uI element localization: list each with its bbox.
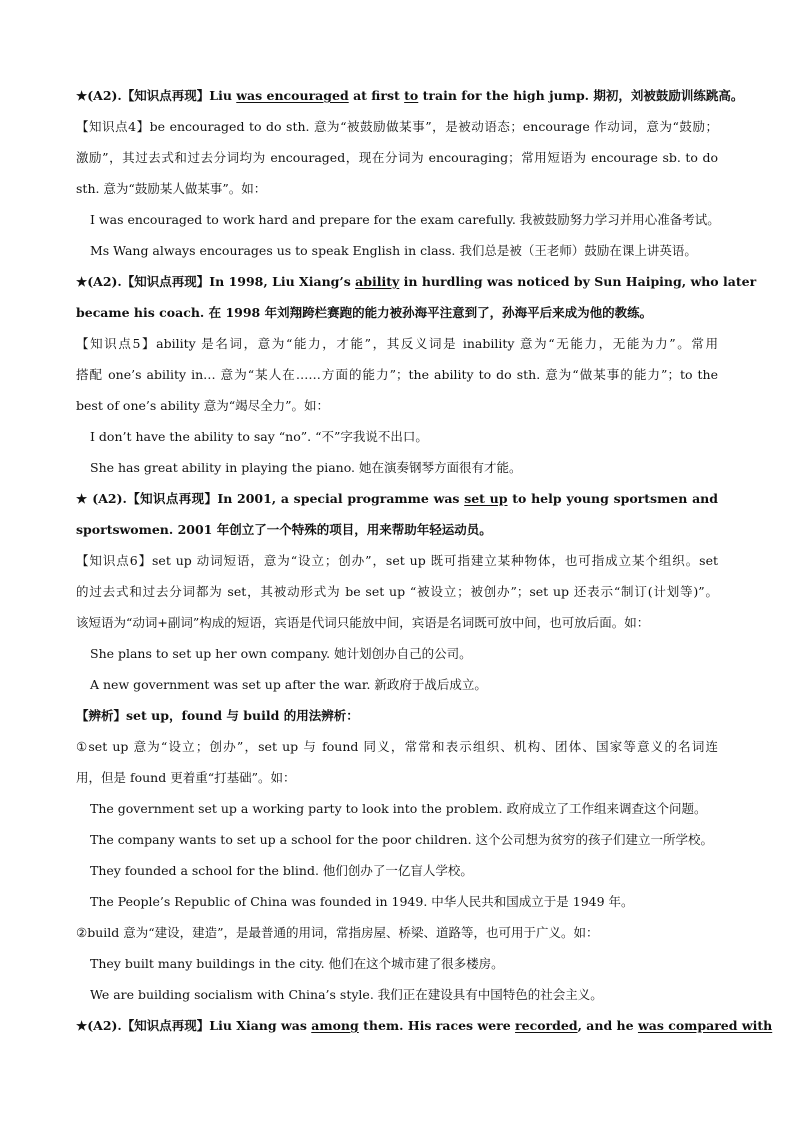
example-sentence: She has great ability in playing the piano. 她在演奏钢琴方面很有才能。 [90, 460, 522, 475]
underlined-phrase: set up [464, 491, 508, 506]
example-sentence: I was encouraged to work hard and prepare for the exam carefully. 我被鼓励努力学习并用心准备考试。 [90, 212, 720, 227]
underlined-phrase: to [404, 88, 419, 103]
example-sentence: The People’s Republic of China was founded in 1949. 中华人民共和国成立于是 1949 年。 [90, 894, 634, 909]
underlined-phrase: was encouraged [236, 88, 349, 103]
example-sentence: They founded a school for the blind. 他们创办了一亿盲人学校。 [90, 863, 473, 878]
knowledge-point-text: 该短语为“动词+副词”构成的短语，宾语是代词只能放中间，宾语是名词既可放中间，也可放后面。如： [76, 615, 650, 630]
knowledge-point-text: 【知识点5】ability 是名词，意为“能力，才能”，其反义词是 inability 意为“无能力，无能为力”。常用 [76, 336, 718, 351]
knowledge-recap-heading: became his coach. 在 1998 年刘翔跨栏赛跑的能力被孙海平注意到了，孙海平后来成为他的教练。 [76, 305, 653, 320]
knowledge-recap-heading: ★(A2).【知识点再现】Liu Xiang was among them. His races were recorded, and he was compared with [76, 1018, 773, 1033]
example-sentence: We are building socialism with China’s style. 我们正在建设具有中国特色的社会主义。 [90, 987, 603, 1002]
knowledge-point-text: 搭配 one’s ability in… 意为“某人在……方面的能力”；the ability to do sth. 意为“做某事的能力”；to the [76, 367, 718, 382]
discrimination-heading: 【辨析】set up，found 与 build 的用法辨析： [76, 708, 359, 723]
knowledge-recap-heading: ★(A2).【知识点再现】Liu was encouraged at first to train for the high jump. 期初，刘被鼓励训练跳高。 [76, 88, 744, 103]
knowledge-point-text: 的过去式和过去分词都为 set，其被动形式为 be set up “被设立；被创办”；set up 还表示“制订(计划等)”。 [76, 584, 718, 599]
document-page [76, 80, 773, 1041]
knowledge-point-text: 【知识点4】be encouraged to do sth. 意为“被鼓励做某事”，是被动语态；encourage 作动词，意为“鼓励； [76, 119, 718, 134]
example-sentence: A new government was set up after the war. 新政府于战后成立。 [90, 677, 487, 692]
knowledge-point-text: sth. 意为“鼓励某人做某事”。如： [76, 181, 267, 196]
example-sentence: I don’t have the ability to say “no”. “不”字我说不出口。 [90, 429, 428, 444]
underlined-phrase: was compared with [637, 1018, 773, 1033]
knowledge-point-text: ②build 意为“建设，建造”，是最普通的用词，常指房屋、桥梁、道路等，也可用于广义。如： [76, 925, 599, 940]
knowledge-recap-heading: ★(A2).【知识点再现】In 1998, Liu Xiang’s ability in hurdling was noticed by Sun Haiping, who later [76, 274, 757, 289]
knowledge-point-text: ①set up 意为“设立；创办”，set up 与 found 同义，常常和表示组织、机构、团体、国家等意义的名词连 [76, 739, 718, 754]
knowledge-point-text: 激励”，其过去式和过去分词均为 encouraged，现在分词为 encouraging；常用短语为 encourage sb. to do [76, 150, 718, 165]
knowledge-point-text: 用，但是 found 更着重“打基础”。如： [76, 770, 296, 785]
underlined-phrase: recorded [515, 1018, 578, 1033]
underlined-phrase: ability [355, 274, 400, 289]
example-sentence: Ms Wang always encourages us to speak English in class. 我们总是被（王老师）鼓励在课上讲英语。 [90, 243, 697, 258]
example-sentence: The government set up a working party to look into the problem. 政府成立了工作组来调查这个问题。 [90, 801, 707, 816]
knowledge-recap-heading: ★ (A2).【知识点再现】In 2001, a special programme was set up to help young sportsmen and [76, 491, 718, 506]
example-sentence: She plans to set up her own company. 她计划创办自己的公司。 [90, 646, 472, 661]
example-sentence: They built many buildings in the city. 他们在这个城市建了很多楼房。 [90, 956, 504, 971]
underlined-phrase: among [311, 1018, 359, 1033]
example-sentence: The company wants to set up a school for the poor children. 这个公司想为贫穷的孩子们建立一所学校。 [90, 832, 714, 847]
knowledge-point-text: best of one’s ability 意为“竭尽全力”。如： [76, 398, 330, 413]
knowledge-recap-heading: sportswomen. 2001 年创立了一个特殊的项目，用来帮助年轻运动员。 [76, 522, 492, 537]
knowledge-point-text: 【知识点6】set up 动词短语，意为“设立；创办”，set up 既可指建立某种物体，也可指成立某个组织。set [76, 553, 718, 568]
